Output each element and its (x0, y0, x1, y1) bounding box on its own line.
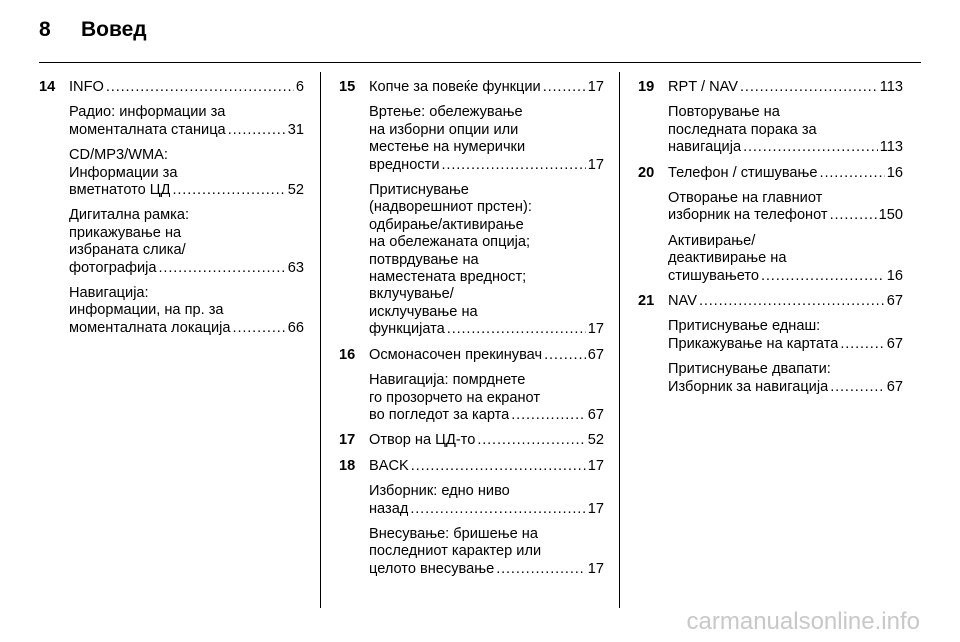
dot-leader (699, 293, 885, 310)
description-reference-text: Прикажување на картата (668, 335, 839, 352)
description-line: местење на нумерички (369, 139, 526, 156)
description-reference[interactable] (369, 407, 604, 424)
entry-heading[interactable] (668, 293, 903, 310)
description-line: Повторување на (668, 104, 780, 121)
page-header (39, 18, 147, 48)
page-reference: 63 (287, 259, 304, 276)
entry-heading[interactable] (369, 432, 604, 449)
description-line: Притиснување (369, 182, 469, 199)
description-reference-text: функцијата (369, 321, 445, 338)
description-reference-text: целото внесување (369, 560, 495, 577)
column-divider (320, 72, 321, 608)
index-entry (638, 165, 903, 285)
entry-description (69, 147, 304, 199)
description-reference-text: назад (369, 500, 409, 517)
index-entry (39, 79, 304, 337)
description-reference[interactable] (69, 260, 304, 277)
page-reference: 17 (587, 500, 604, 517)
index-entry (339, 458, 604, 578)
dot-leader (233, 320, 286, 337)
description-reference[interactable] (668, 139, 903, 156)
description-reference-text: моменталната станица (69, 121, 226, 138)
description-line: го прозорчето на екранот (369, 389, 541, 406)
entry-description (668, 104, 903, 156)
description-line: избраната слика/ (69, 242, 186, 259)
entry-heading[interactable] (369, 79, 604, 96)
description-reference-text: стишувањето (668, 267, 759, 284)
dot-leader (106, 79, 294, 96)
entry-heading[interactable] (369, 347, 604, 364)
dot-leader (830, 379, 885, 396)
entry-description (369, 483, 604, 518)
index-entry (638, 79, 903, 157)
description-reference-text: изборник на телефонот (668, 207, 828, 224)
entry-heading-text: Копче за повеќе функции (369, 79, 541, 95)
description-reference[interactable] (369, 321, 604, 338)
dot-leader (511, 407, 586, 424)
entry-number: 19 (638, 79, 655, 95)
dot-leader (740, 79, 878, 96)
description-line: Информации за (69, 164, 178, 181)
page-reference: 67 (587, 346, 604, 363)
entry-number: 17 (339, 432, 356, 449)
dot-leader (543, 79, 586, 96)
entry-description (668, 233, 903, 285)
entry-heading[interactable] (668, 79, 903, 96)
entry-heading-text: Отвор на ЦД-то (369, 432, 476, 449)
dot-leader (228, 122, 286, 139)
dot-leader (447, 321, 586, 338)
description-reference[interactable] (668, 379, 903, 396)
entry-description (668, 190, 903, 225)
page-reference: 52 (587, 432, 604, 449)
description-reference[interactable] (668, 207, 903, 224)
entry-heading-text: Осмонасочен прекинувач (369, 346, 543, 363)
description-reference[interactable] (668, 336, 903, 353)
description-reference[interactable] (369, 561, 604, 578)
description-line: вклучување/ (369, 286, 454, 303)
description-line: на обележаната опција; (369, 234, 531, 251)
column-3 (638, 79, 903, 396)
entry-heading-text: NAV (668, 293, 697, 310)
page-reference: 113 (879, 79, 903, 95)
description-reference[interactable] (668, 268, 903, 285)
description-line: на изборни опции или (369, 121, 519, 138)
dot-leader (442, 157, 586, 174)
entry-description (69, 285, 304, 337)
entry-number: 15 (339, 79, 356, 95)
entry-description (369, 372, 604, 424)
page-reference: 67 (886, 335, 903, 352)
entry-heading-text: RPT / NAV (668, 79, 739, 95)
description-reference[interactable] (69, 182, 304, 199)
description-line: Внесување: бришење на (369, 525, 538, 542)
description-line: деактивирање на (668, 250, 787, 267)
entry-heading[interactable] (668, 165, 903, 182)
dot-leader (830, 207, 877, 224)
description-reference-text: фотографија (69, 259, 157, 276)
description-reference-text: во погледот за карта (369, 406, 510, 423)
entry-description (69, 207, 304, 277)
entry-description (369, 526, 604, 578)
description-line: Навигација: помрднете (369, 372, 526, 389)
description-reference-text: вметнатото ЦД (69, 182, 171, 199)
description-line: последната порака за (668, 121, 817, 138)
column-1 (39, 79, 304, 337)
description-line: Дигитална рамка: (69, 207, 190, 224)
dot-leader (761, 268, 885, 285)
index-entry (339, 347, 604, 425)
dot-leader (411, 458, 586, 475)
description-line: последниот карактер или (369, 543, 542, 560)
entry-number: 21 (638, 293, 655, 310)
dot-leader (172, 182, 285, 199)
description-line: Навигација: (69, 285, 149, 302)
entry-number: 16 (339, 346, 356, 363)
description-reference[interactable] (69, 320, 304, 337)
index-entry (339, 432, 604, 449)
description-reference[interactable] (369, 501, 604, 518)
entry-heading-text: BACK (369, 457, 409, 474)
description-line: CD/MP3/WMA: (69, 147, 168, 164)
page-reference: 67 (886, 293, 903, 310)
page-reference: 150 (878, 207, 903, 224)
page-title: Вовед (81, 18, 147, 41)
description-line: (надворешниот прстен): (369, 199, 532, 216)
header-rule (39, 62, 921, 63)
dot-leader (840, 336, 884, 353)
entry-description (668, 318, 903, 353)
dot-leader (743, 139, 878, 156)
dot-leader (820, 165, 885, 182)
description-line: Отворање на главниот (668, 190, 823, 207)
index-entry (339, 79, 604, 339)
description-reference[interactable] (369, 157, 604, 174)
description-reference-text: моменталната локација (69, 319, 231, 336)
description-reference-text: Изборник за навигација (668, 378, 829, 395)
watermark: carmanualsonline.info (686, 608, 920, 635)
page-reference: 17 (587, 79, 604, 95)
page-reference: 31 (287, 121, 304, 138)
page-reference: 66 (287, 319, 304, 336)
page-reference: 16 (886, 267, 903, 284)
page-reference: 17 (587, 156, 604, 173)
page-reference: 67 (886, 378, 903, 395)
entry-heading[interactable] (369, 458, 604, 475)
entry-description (369, 182, 604, 339)
page-reference: 17 (587, 321, 604, 338)
description-line: потврдување на (369, 251, 479, 268)
page-reference: 52 (287, 182, 304, 199)
column-2 (339, 79, 604, 578)
description-line: Активирање/ (668, 232, 756, 249)
dot-leader (544, 347, 586, 364)
dot-leader (410, 501, 585, 518)
description-line: Притиснување еднаш: (668, 318, 821, 335)
page-reference: 6 (295, 79, 304, 95)
description-line: информации, на пр. за (69, 302, 224, 319)
description-reference-text: вредности (369, 156, 440, 173)
entry-number: 20 (638, 164, 655, 181)
description-line: Изборник: едно ниво (369, 483, 510, 500)
entry-heading-text: Телефон / стишување (668, 164, 818, 181)
page-reference: 67 (587, 406, 604, 423)
entry-description (369, 104, 604, 174)
description-line: Радио: информации за (69, 104, 226, 121)
index-entry (638, 293, 903, 396)
page-reference: 17 (587, 560, 604, 577)
entry-description (69, 104, 304, 139)
dot-leader (159, 260, 286, 277)
description-line: Притиснување двапати: (668, 361, 831, 378)
description-line: прикажување на (69, 224, 182, 241)
page-number: 8 (39, 18, 51, 41)
description-reference[interactable] (69, 122, 304, 139)
page-reference: 17 (587, 457, 604, 474)
entry-number: 18 (339, 457, 356, 474)
description-line: Вртење: обележување (369, 104, 523, 121)
entry-number: 14 (39, 79, 56, 95)
entry-description (668, 361, 903, 396)
description-reference-text: навигација (668, 139, 742, 156)
page-reference: 113 (879, 139, 903, 156)
dot-leader (496, 561, 586, 578)
description-line: исклучување на (369, 303, 478, 320)
entry-heading[interactable] (69, 79, 304, 96)
entry-heading-text: INFO (69, 79, 104, 95)
column-divider (619, 72, 620, 608)
dot-leader (477, 432, 585, 449)
description-line: наместената вредност; (369, 269, 527, 286)
description-line: одбирање/активирање (369, 216, 524, 233)
page-reference: 16 (886, 164, 903, 181)
